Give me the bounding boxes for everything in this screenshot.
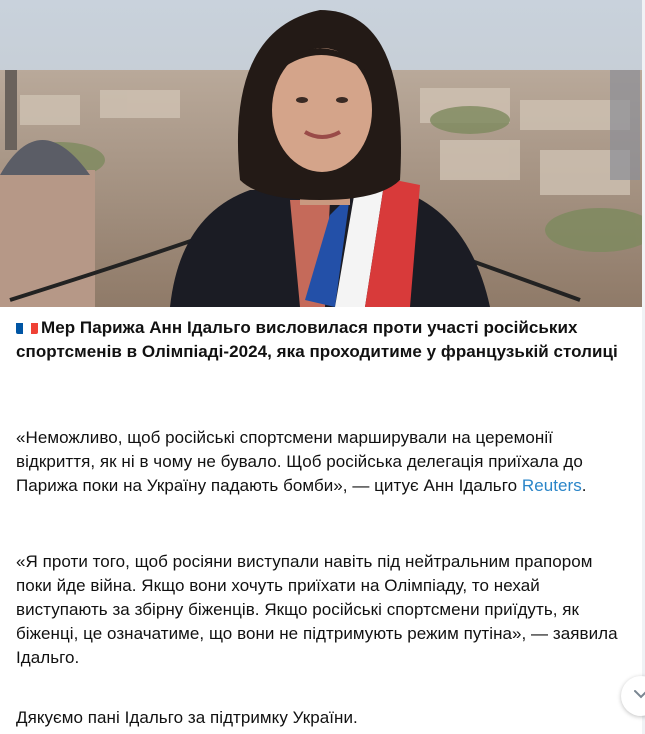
chevron-down-icon [632, 685, 645, 708]
reuters-link[interactable]: Reuters [521, 476, 582, 495]
closing-paragraph: Дякуємо пані Ідальго за підтримку України. [16, 708, 358, 727]
paragraph1-end: . [581, 476, 587, 495]
quote-paragraph-1 [16, 426, 632, 498]
france-flag-icon [16, 320, 38, 334]
post-photo[interactable] [0, 0, 642, 307]
headline-text: Мер Парижа Анн Ідальго висловилася проти участі російських спортсменів в Олімпіаді-2024, яка проходитиме у французькій столиці [16, 318, 618, 361]
quote-paragraph-2: «Я проти того, щоб росіяни виступали навіть під нейтральним прапором поки йде війна. Якщо вони хочуть приїхати на Олімпіаду, то нехай виступають за збірну біженців. Якщо російські спортсмени приїдуть, як біженці, це означатиме, що вони не підтримують режим путіна», — заявила Ідальго. [16, 552, 618, 667]
post-headline [16, 316, 632, 364]
paragraph1-text: «Неможливо, щоб російські спортсмени марширували на церемонії відкриття, як ні в чому не бувало. Щоб російська делегація приїхала до Парижа поки на Україну падають бомби», — цитує Анн Ідальго [16, 428, 583, 495]
post-text [16, 316, 632, 727]
